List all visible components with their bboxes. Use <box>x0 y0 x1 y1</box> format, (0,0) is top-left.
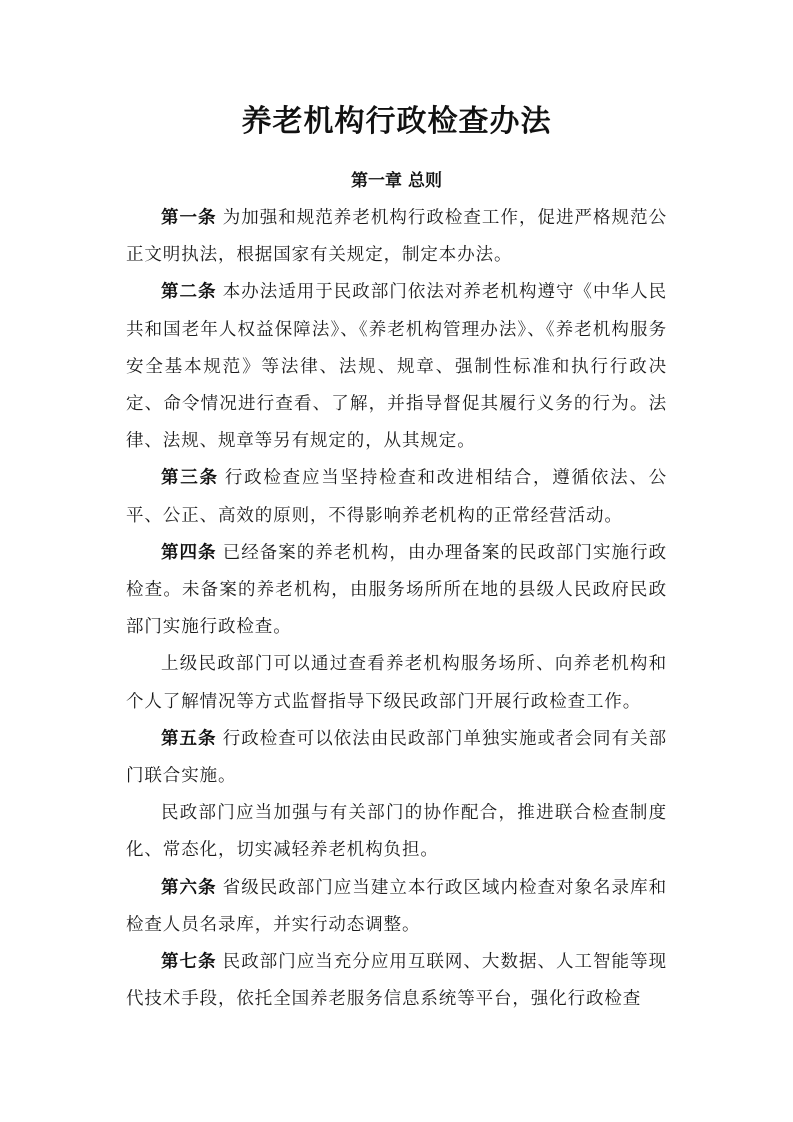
article-number: 第六条 <box>161 877 217 898</box>
article-4-continuation-paragraph <box>126 646 667 720</box>
document-title: 养老机构行政检查办法 <box>241 104 552 139</box>
document-body <box>126 200 667 1018</box>
article-text: 民政部门应当充分应用互联网、大数据、人工智能等现代技术手段，依托全国养老服务信息系统等平台，强化行政检查 <box>126 952 667 1010</box>
article-text: 省级民政部门应当建立本行政区域内检查对象名录库和检查人员名录库，并实行动态调整。 <box>126 877 667 935</box>
article-text: 行政检查可以依法由民政部门单独实施或者会同有关部门联合实施。 <box>126 728 667 787</box>
article-number: 第三条 <box>161 468 219 489</box>
article-1-paragraph <box>126 200 667 274</box>
article-7-paragraph <box>126 944 667 1018</box>
article-number: 第五条 <box>161 728 217 749</box>
article-number: 第二条 <box>161 282 217 303</box>
chapter-heading: 第一章 总则 <box>351 171 442 191</box>
article-number: 第一条 <box>161 208 217 228</box>
article-text: 本办法适用于民政部门依法对养老机构遵守《中华人民共和国老年人权益保障法》、《养老机构管理办法》、《养老机构服务安全基本规范》等法律、法规、规章、强制性标准和执行行政决定、命令情况进行查看、了解，并指导督促其履行义务的行为。法律、法规、规章等另有规定的，从其规定。 <box>126 282 667 452</box>
article-5-paragraph <box>126 721 667 795</box>
article-text: 行政检查应当坚持检查和改进相结合，遵循依法、公平、公正、高效的原则，不得影响养老机构的正常经营活动。 <box>126 468 667 526</box>
article-number: 第四条 <box>161 542 217 563</box>
article-number: 第七条 <box>161 952 217 973</box>
article-4-paragraph <box>126 535 667 647</box>
article-5-continuation-paragraph <box>126 795 667 869</box>
paragraph-text: 民政部门应当加强与有关部门的协作配合，推进联合检查制度化、常态化，切实减轻养老机构负担。 <box>126 803 667 861</box>
article-6-paragraph <box>126 870 667 944</box>
article-2-paragraph <box>126 274 667 460</box>
article-text: 已经备案的养老机构，由办理备案的民政部门实施行政检查。未备案的养老机构，由服务场所所在地的县级人民政府民政部门实施行政检查。 <box>126 542 667 638</box>
article-text: 为加强和规范养老机构行政检查工作，促进严格规范公正文明执法，根据国家有关规定，制定本办法。 <box>126 208 667 266</box>
article-3-paragraph <box>126 460 667 534</box>
paragraph-text: 上级民政部门可以通过查看养老机构服务场所、向养老机构和个人了解情况等方式监督指导下级民政部门开展行政检查工作。 <box>126 654 667 712</box>
